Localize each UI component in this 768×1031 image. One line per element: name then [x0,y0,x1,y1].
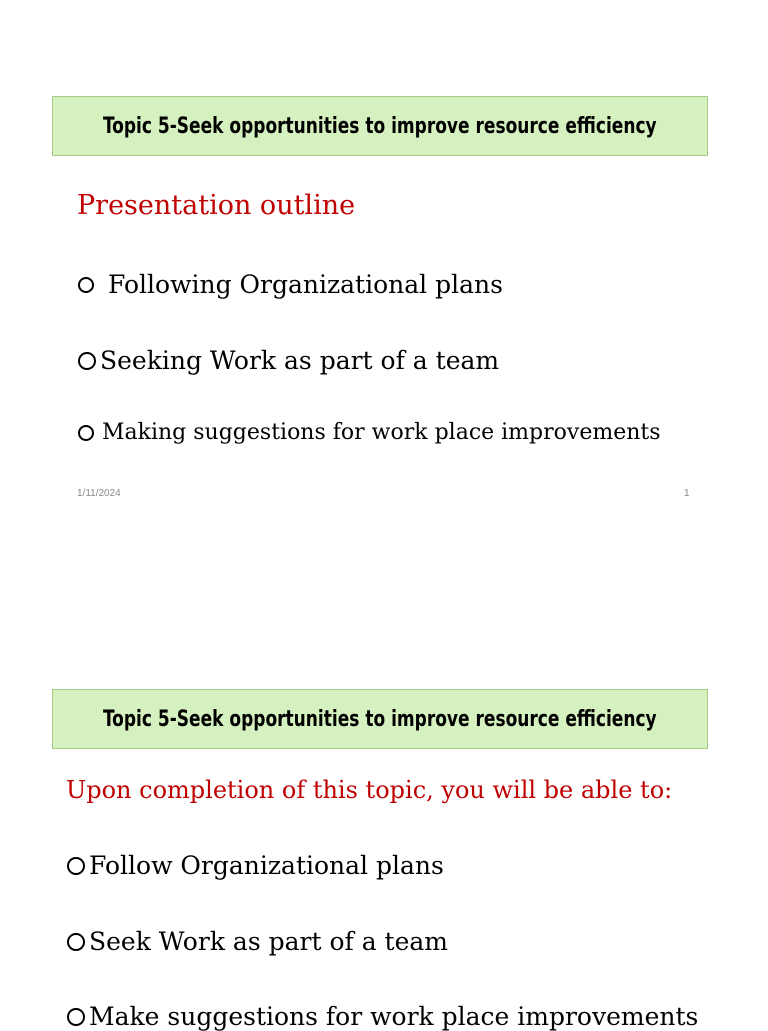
slide-heading: Presentation outline [77,190,356,221]
circle-bullet-icon [67,857,85,875]
circle-bullet-icon [67,933,85,951]
bullet-item [67,851,444,880]
bullet-item [67,927,448,956]
slide-title-box [52,689,708,749]
circle-bullet-icon [78,425,94,441]
bullet-item [78,270,503,299]
footer-date: 1/11/2024 [77,488,121,499]
slide-heading: Upon completion of this topic, you will be able to: [66,776,673,804]
bullet-text: Making suggestions for work place improvements [102,420,661,445]
slide-2 [0,590,768,1031]
circle-bullet-icon [78,277,94,293]
bullet-item [67,1002,698,1031]
bullet-item [78,346,499,375]
circle-bullet-icon [67,1008,85,1026]
bullet-text: Seeking Work as part of a team [100,346,500,375]
footer-page-number: 1 [684,488,690,499]
slide-title-box [52,96,708,156]
bullet-text: Follow Organizational plans [89,851,444,880]
circle-bullet-icon [78,352,96,370]
bullet-text: Following Organizational plans [108,270,503,299]
slide-title: Topic 5-Seek opportunities to improve resource efficiency [103,706,657,732]
bullet-item [78,420,661,445]
bullet-text: Seek Work as part of a team [89,927,448,956]
slide-title: Topic 5-Seek opportunities to improve resource efficiency [103,113,657,139]
bullet-text: Make suggestions for work place improvements [89,1002,699,1031]
